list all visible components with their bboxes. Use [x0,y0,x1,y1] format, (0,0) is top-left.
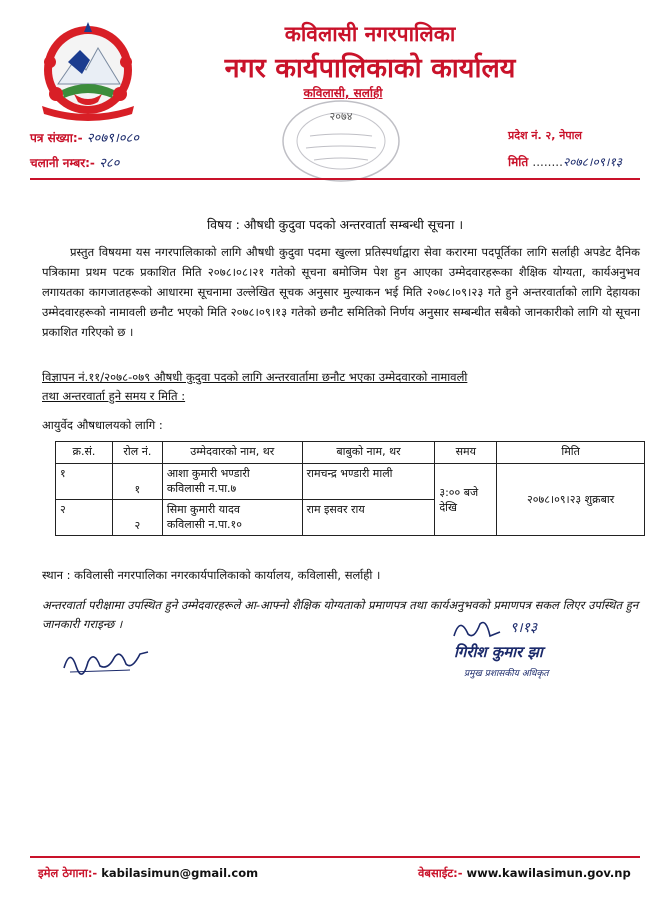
header-time: समय [435,442,497,464]
municipality-name: कविलासी नगरपालिका [284,22,456,46]
reference-number-label: पत्र संख्या:- [30,131,83,145]
email-label: इमेल ठेगाना:- [38,866,98,880]
table-header-row [56,442,645,464]
section-label: आयुर्वेद औषधालयको लागि : [42,418,163,432]
table-row [56,464,645,500]
cell-sn: १ [56,464,113,500]
website-label: वेबसाईट:- [418,866,463,880]
footer-email [38,866,258,881]
email-link[interactable]: kabilasimun@gmail.com [101,866,259,880]
reference-number [30,128,139,146]
reference-number-value: २०७९।०८० [86,131,140,146]
nepal-emblem-logo [28,14,146,122]
province-label: प्रदेश नं. २, नेपाल [508,129,582,142]
website-link[interactable]: www.kawilasimun.gov.np [466,866,631,880]
office-title: नगर कार्यपालिकाको कार्यालय [224,53,516,84]
cell-father: रामचन्द्र भण्डारी माली [302,464,435,500]
footer-divider [30,856,640,858]
header-date: मिति [497,442,645,464]
cell-time: ३:०० बजे देखि [435,464,497,536]
cell-roll: १ [112,464,162,500]
candidate-name: सिमा कुमारी यादव [166,503,240,516]
cell-candidate [162,500,302,536]
officer-name: गिरीश कुमार झा [454,643,543,661]
date-value: २०७८।०९।१३ [562,155,622,169]
dispatch-number-value: २८० [99,156,120,171]
cell-father: राम इसवर राय [302,500,435,536]
notice-body: प्रस्तुत विषयमा यस नगरपालिकाको लागि औषधी कुदुवा पदमा खुल्ला प्रतिस्पर्धाद्वारा सेवा करारमा पदपूर्तिका लागि सर्लाही अपडेट दैनिक पत्रिकामा प्रथम पटक प्रकाशित मिति २०७८।०८।२१ गतेको सूचना बमोजिम पेश हुन आएका उम्मेदवारहरूका शैक्षिक योग्यता, कार्यअनुभव लगायतका कागजातहरूको आधारमा सूचनामा उल्लेखित सूचक अनुसार मुल्याकन भई मिति २०७८।०९।२३ गते हुने अन्तरवार्ताको लागि देहायका उम्मेदवारहरूको नामावली छनौट भएको मिति २०७८।०९।१३ गतेको छनौट समितिको निर्णय अनुसार सम्बन्धीत सबैको जानकारीको लागि यो सूचना प्रकाशित गरिएको छ । [42,245,640,339]
candidate-name: आशा कुमारी भण्डारी [166,467,250,480]
notice-subject: विषय : औषधी कुदुवा पदको अन्तरवार्ता सम्बन्धी सूचना । [206,217,464,232]
candidate-address: कविलासी न.पा.७ [166,482,237,495]
cell-sn: २ [56,500,113,536]
signature-scribble [450,614,625,644]
dispatch-number [30,153,119,171]
advertisement-line-1: विज्ञापन नं.११/२०७८-०७९ औषधी कुदुवा पदको लागि अन्तरवार्तामा छनौट भएका उम्मेदवारको नामावली [42,370,468,384]
cell-date: २०७८।०९।२३ शुक्रबार [497,464,645,536]
header-roll: रोल नं. [112,442,162,464]
office-stamp [276,96,406,186]
candidate-address: कविलासी न.पा.१० [166,518,242,531]
instruction-note: अन्तरवार्ता परीक्षामा उपस्थित हुने उम्मेदवारहरूले आ-आफ्नो शैक्षिक योग्यताको प्रमाणपत्र तथा कार्यअनुभवको प्रमाणपत्र सकल लिएर उपस्थित हुन जानकारी गराइन्छ । [42,598,639,631]
officer-designation: प्रमुख प्रशासकीय अधिकृत [464,669,549,679]
header-divider [30,178,640,180]
advertisement-text [42,368,638,406]
cell-candidate [162,464,302,500]
dispatch-number-label: चलानी नम्बर:- [30,156,95,170]
interview-venue: स्थान : कविलासी नगरपालिका नगरकार्यपालिकाको कार्यालय, कविलासी, सर्लाही । [42,568,381,582]
header-father: बाबुको नाम, थर [302,442,435,464]
officer-signature [450,614,625,694]
header-sn: क्र.सं. [56,442,113,464]
candidate-table [55,441,645,536]
stamp-year: २०७४ [329,110,353,123]
cell-roll: २ [112,500,162,536]
signature-date: ९।१३ [510,620,538,636]
footer-website [418,866,631,881]
date-label: मिति [508,155,529,169]
advertisement-line-2: तथा अन्तरवार्ता हुने समय र मिति : [42,389,186,403]
initial-signature [60,640,152,680]
header-candidate: उम्मेदवारको नाम, थर [162,442,302,464]
office-location: कविलासी, सर्लाही [303,86,383,100]
letter-date: मिति ........२०७८।०९।१३ [508,155,622,169]
